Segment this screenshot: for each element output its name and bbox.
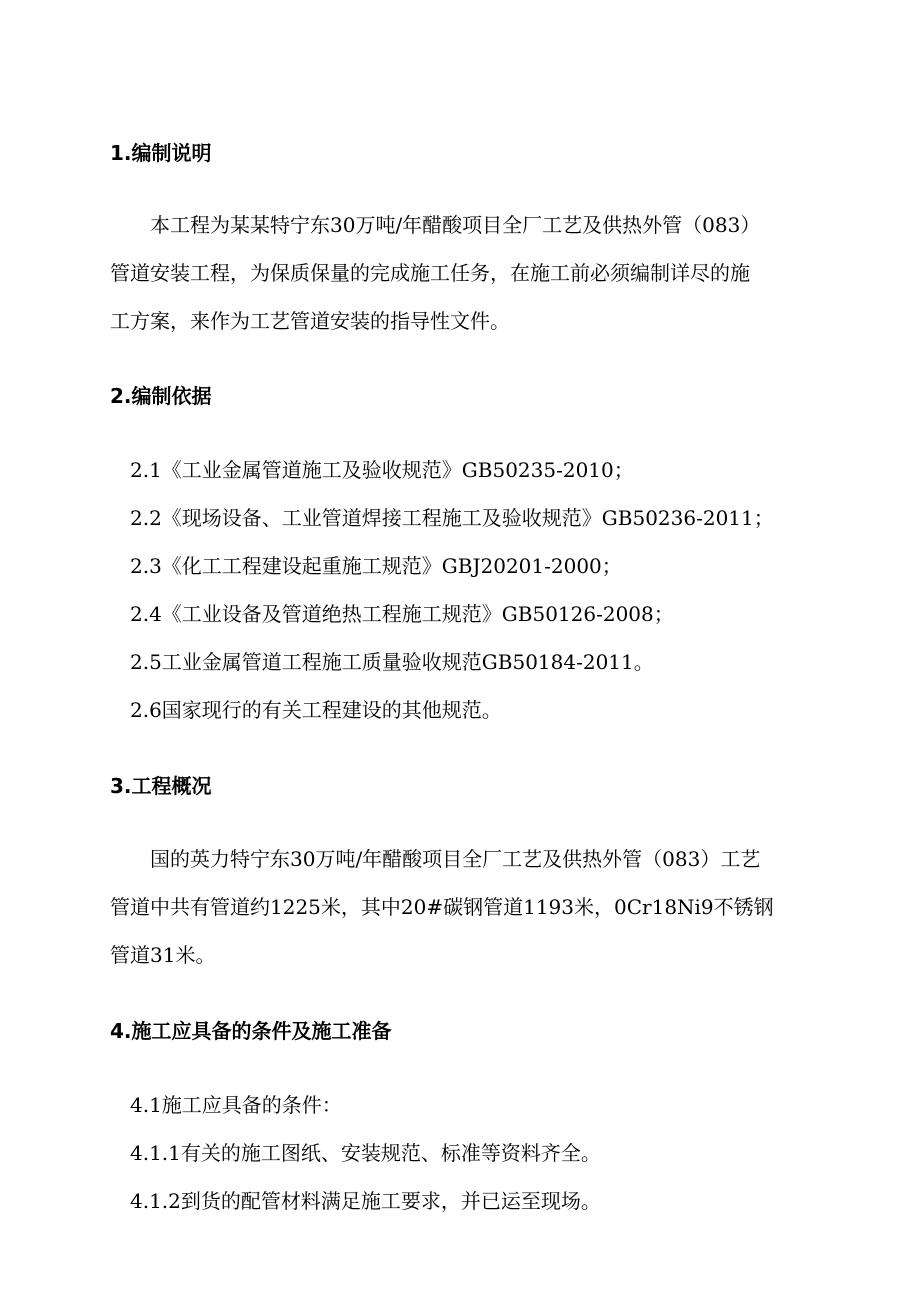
section-1-heading: 1.编制说明 [110, 141, 212, 165]
reference-item: 2.6国家现行的有关工程建设的其他规范。 [130, 698, 502, 722]
paragraph-line: 管道中共有管道约1225米，其中20#碳钢管道1193米，0Cr18Ni9不锈钢 [110, 895, 774, 919]
paragraph-line: 本工程为某某特宁东30万吨/年醋酸项目全厂工艺及供热外管（083） [150, 213, 761, 237]
condition-item: 4.1.2到货的配管材料满足施工要求，并已运至现场。 [130, 1189, 601, 1213]
reference-item: 2.2《现场设备、工业管道焊接工程施工及验收规范》GB50236-2011； [130, 506, 774, 530]
section-1-paragraph [110, 201, 820, 345]
reference-item: 2.1《工业金属管道施工及验收规范》GB50235-2010； [130, 458, 634, 482]
condition-item: 4.1施工应具备的条件： [130, 1093, 342, 1117]
reference-item: 2.5工业金属管道工程施工质量验收规范GB50184-2011。 [130, 650, 654, 674]
paragraph-line: 管道31米。 [110, 943, 216, 967]
paragraph-line: 工方案，来作为工艺管道安装的指导性文件。 [110, 309, 510, 333]
reference-item: 2.3《化工工程建设起重施工规范》GBJ20201-2000； [130, 554, 622, 578]
section-2-heading: 2.编制依据 [110, 384, 212, 408]
condition-item: 4.1.1有关的施工图纸、安装规范、标准等资料齐全。 [130, 1141, 601, 1165]
section-3-paragraph [110, 835, 820, 979]
paragraph-line: 管道安装工程，为保质保量的完成施工任务，在施工前必须编制详尽的施 [110, 261, 750, 285]
section-3-heading: 3.工程概况 [110, 774, 212, 798]
reference-item: 2.4《工业设备及管道绝热工程施工规范》GB50126-2008； [130, 602, 674, 626]
paragraph-line: 国的英力特宁东30万吨/年醋酸项目全厂工艺及供热外管（083）工艺 [150, 847, 761, 871]
section-4-heading: 4.施工应具备的条件及施工准备 [110, 1019, 392, 1043]
